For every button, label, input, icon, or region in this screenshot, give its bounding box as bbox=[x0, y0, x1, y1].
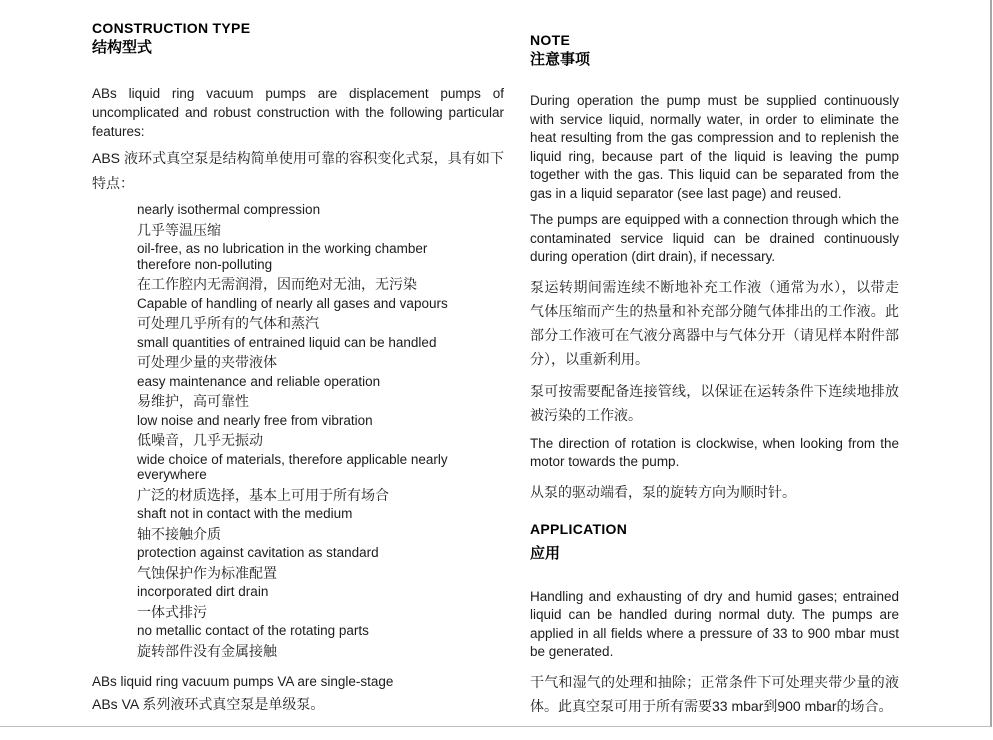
feature-item: Capable of handling of nearly all gases and vapours bbox=[137, 295, 448, 311]
feature-item: 可处理几乎所有的气体和蒸汽 bbox=[137, 315, 319, 331]
single-stage-note-zh: ABs VA 系列液环式真空泵是单级泵。 bbox=[92, 696, 325, 712]
single-stage-note-en: ABs liquid ring vacuum pumps VA are single-stage bbox=[92, 673, 394, 689]
page-edge-bottom-line bbox=[0, 726, 991, 727]
note-paragraph: 泵运转期间需连续不断地补充工作液（通常为水），以带走气体压缩而产生的热量和补充部分随气体排出的工作液。此部分工作液可在气液分离器中与气体分开（请见样本附件部分），以重新利用。 bbox=[530, 278, 899, 367]
feature-item: 旋转部件没有金属接触 bbox=[137, 642, 277, 659]
feature-item: easy maintenance and reliable operation bbox=[137, 373, 381, 389]
feature-item: oil-free, as no lubrication in the working chamber therefore non-polluting bbox=[137, 241, 428, 272]
note-and-application-section bbox=[530, 31, 899, 718]
feature-item: low noise and nearly free from vibration bbox=[137, 412, 373, 428]
feature-item: small quantities of entrained liquid can be handled bbox=[137, 334, 437, 350]
single-stage-note bbox=[92, 671, 504, 716]
feature-item: 可处理少量的夹带液体 bbox=[137, 354, 277, 370]
application-paragraph: 干气和湿气的处理和抽除；正常条件下可处理夹带少量的液体。此真空泵可用于所有需要33 mbar到900 mbar的场合。 bbox=[530, 673, 899, 714]
note-paragraphs bbox=[530, 92, 899, 504]
feature-item: 广泛的材质选择，基本上可用于所有场合 bbox=[137, 486, 389, 503]
feature-item: wide choice of materials, therefore applicable nearly everywhere bbox=[137, 451, 448, 482]
construction-type-section bbox=[92, 19, 504, 716]
application-paragraphs bbox=[530, 588, 899, 718]
application-paragraph: Handling and exhausting of dry and humid gases; entrained liquid can be handled during normal duty. The pumps are applied in all fields where a pressure of 33 to 900 mbar must be generated. bbox=[530, 588, 899, 659]
note-paragraph: The direction of rotation is clockwise, when looking from the motor towards the pump. bbox=[530, 435, 899, 469]
construction-type-heading-zh: 结构型式 bbox=[92, 39, 153, 56]
page-edge-right-line bbox=[990, 0, 992, 727]
feature-item: 气蚀保护作为标准配置 bbox=[137, 564, 277, 581]
construction-intro-zh: ABS 液环式真空泵是结构简单使用可靠的容积变化式泵，具有如下特点： bbox=[92, 150, 504, 191]
feature-item: shaft not in contact with the medium bbox=[137, 506, 353, 521]
application-heading-zh: 应用 bbox=[530, 544, 561, 562]
note-heading-en: NOTE bbox=[530, 32, 571, 48]
construction-type-heading-en: CONSTRUCTION TYPE bbox=[92, 20, 251, 36]
feature-item: 几乎等温压缩 bbox=[137, 221, 221, 238]
note-paragraph: During operation the pump must be supplied continuously with service liquid, normally water, in order to eliminate the heat resulting from the gas compression and to replenish the liquid ring, because part of the liquid is leaving the pump together with the gas. This liquid can be separated from the gas in a liquid separator (see last page) and reused. bbox=[530, 93, 899, 201]
note-paragraph: 从泵的驱动端看，泵的旋转方向为顺时针。 bbox=[530, 483, 796, 500]
feature-item: 低噪音，几乎无振动 bbox=[137, 432, 263, 448]
note-paragraph: The pumps are equipped with a connection through which the contaminated service liquid can be drained continuously during operation (dirt drain), if necessary. bbox=[530, 212, 899, 264]
feature-item: no metallic contact of the rotating parts bbox=[137, 623, 369, 638]
feature-item: protection against cavitation as standard bbox=[137, 545, 379, 560]
construction-intro-en: ABs liquid ring vacuum pumps are displacement pumps of uncomplicated and robust construction with the following particular features: bbox=[92, 86, 504, 139]
feature-item: 一体式排污 bbox=[137, 603, 207, 620]
feature-list bbox=[137, 202, 483, 659]
feature-item: incorporated dirt drain bbox=[137, 584, 269, 599]
feature-item: nearly isothermal compression bbox=[137, 202, 321, 217]
application-heading-en: APPLICATION bbox=[530, 520, 628, 537]
feature-item: 在工作腔内无需润滑，因而绝对无油，无污染 bbox=[137, 276, 417, 292]
note-heading-zh: 注意事项 bbox=[530, 51, 591, 68]
feature-item: 轴不接触介质 bbox=[137, 525, 221, 542]
note-paragraph: 泵可按需要配备连接管线，以保证在运转条件下连续地排放被污染的工作液。 bbox=[530, 382, 899, 423]
feature-item: 易维护，高可靠性 bbox=[137, 393, 249, 409]
